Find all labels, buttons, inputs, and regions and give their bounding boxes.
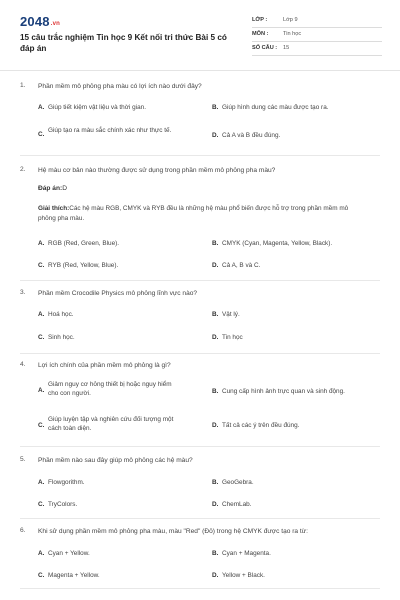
question-text: Khi sử dụng phần mềm mô phỏng pha màu, màu "Red" (Đỏ) trong hệ CMYK được tạo ra từ: [38,528,309,535]
site-logo[interactable]: 2048.vn [20,14,61,29]
meta-label: MÔN : [252,31,269,37]
meta-row-class [252,14,382,28]
meta-value: Tin học [283,31,302,37]
divider [20,588,380,589]
meta-label: LỚP : [252,17,268,23]
meta-value: 15 [283,45,290,51]
divider [20,518,380,519]
question-number: 3. [20,289,26,296]
question-number: 4. [20,361,26,368]
meta-row-count [252,42,382,56]
question-number: 1. [20,82,26,89]
meta-value: Lớp 9 [283,17,298,23]
question-number: 2. [20,166,26,173]
explanation: Giải thích:Các hệ màu RGB, CMYK và RYB đều là những hệ màu phổ biến được hỗ trợ trong phần mềm mô phỏng pha màu. [38,205,349,222]
page-title: 15 câu trắc nghiệm Tin học 9 Kết nối tri thức Bài 5 có đáp án [20,33,227,53]
page-header [0,0,400,70]
question-text: Phần mềm nào sau đây giúp mô phỏng các hệ màu? [38,457,193,464]
header-divider [0,70,400,71]
divider [20,280,380,281]
question-number: 6. [20,527,26,534]
answer-line: Đáp án:D [38,185,67,192]
meta-label: SỐ CÂU : [252,45,278,51]
divider [20,155,380,156]
question-text: Hệ màu cơ bản nào thường được sử dụng trong phần mềm mô phỏng pha màu? [38,167,276,174]
divider [20,353,380,354]
question-number: 5. [20,456,26,463]
meta-row-subject [252,28,382,42]
question-text: Phần mềm mô phỏng pha màu có lợi ích nào dưới đây? [38,83,202,90]
divider [20,446,380,447]
question-text: Lợi ích chính của phần mềm mô phỏng là gì? [38,362,171,369]
meta-table [252,14,382,56]
question-text: Phần mềm Crocodile Physics mô phỏng lĩnh vực nào? [38,290,198,297]
